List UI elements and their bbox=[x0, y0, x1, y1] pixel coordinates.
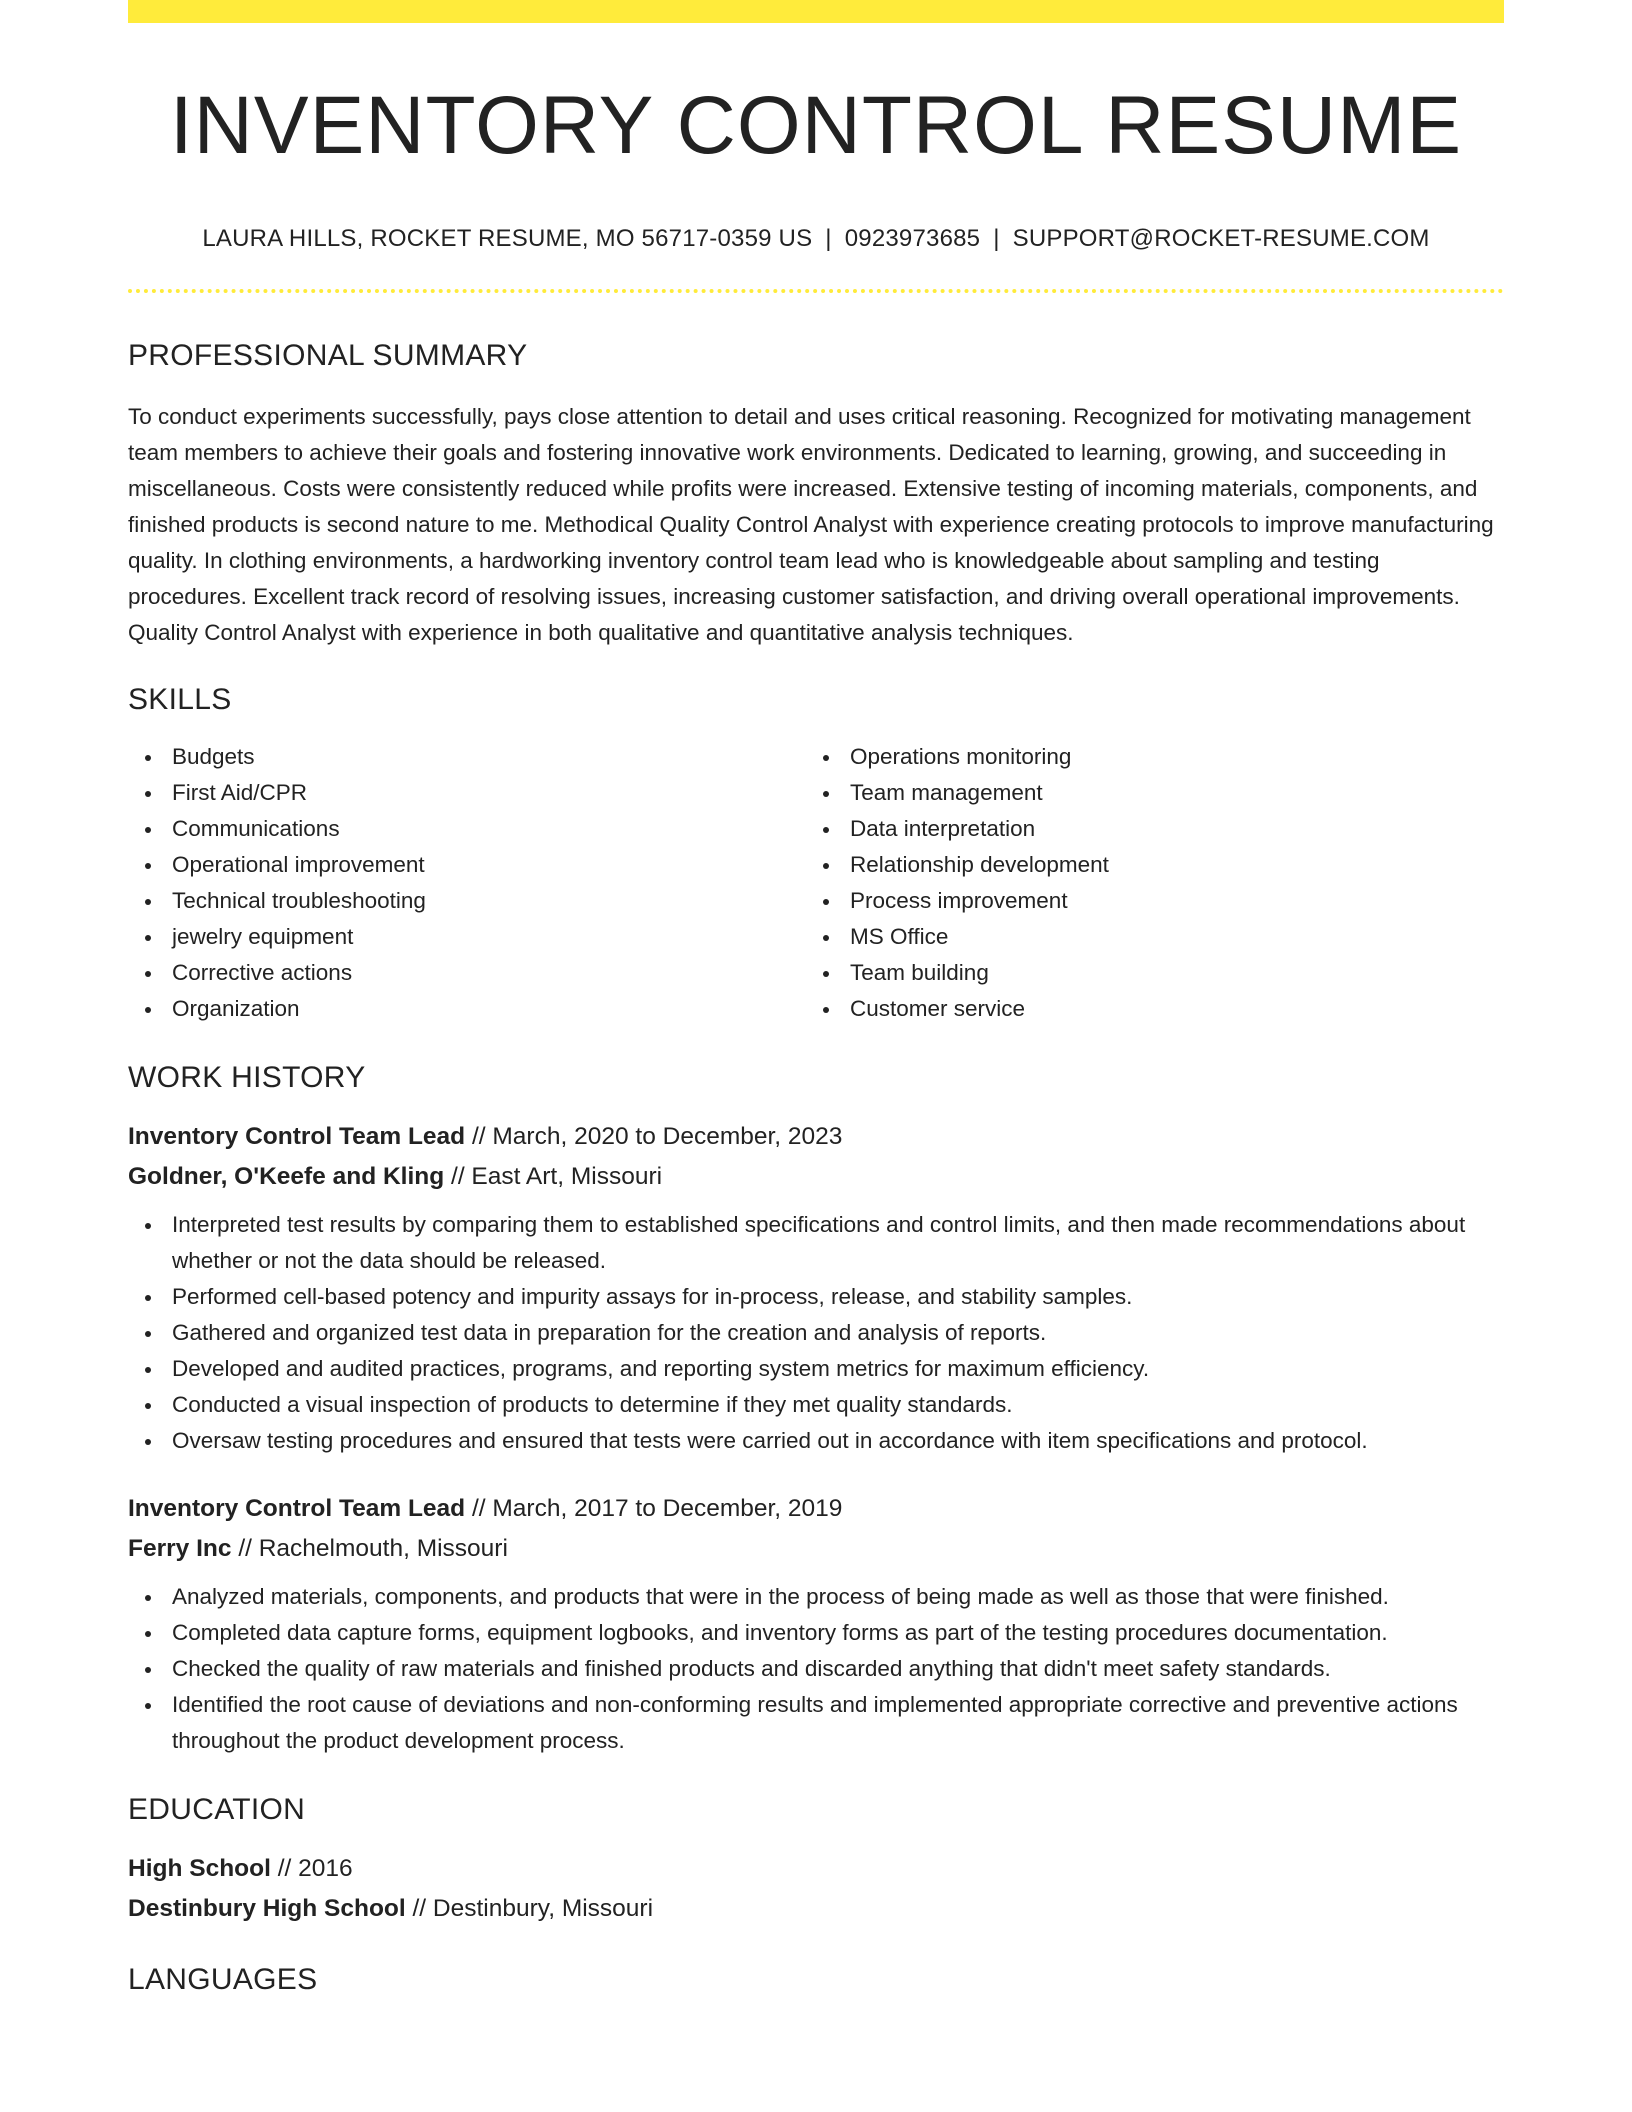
skill-item: jewelry equipment bbox=[128, 919, 806, 955]
section-heading-work-history: WORK HISTORY bbox=[128, 1061, 366, 1094]
skills-column-left bbox=[128, 739, 806, 1027]
contact-separator: | bbox=[825, 225, 832, 252]
duty-item: Developed and audited practices, programs, and reporting system metrics for maximum efficiency. bbox=[128, 1351, 1504, 1387]
job-title: Inventory Control Team Lead bbox=[128, 1495, 466, 1522]
skill-item: Corrective actions bbox=[128, 955, 806, 991]
skills-column-right bbox=[806, 739, 1484, 1027]
education-entry bbox=[128, 1849, 1504, 1929]
skill-item: Operations monitoring bbox=[806, 739, 1484, 775]
job-dates: // March, 2017 to December, 2019 bbox=[471, 1495, 843, 1522]
job-entry bbox=[128, 1117, 1504, 1459]
accent-top-bar bbox=[128, 0, 1504, 23]
duty-item: Conducted a visual inspection of products to determine if they met quality standards. bbox=[128, 1387, 1504, 1423]
skill-item: Communications bbox=[128, 811, 806, 847]
duty-item: Checked the quality of raw materials and finished products and discarded anything that didn't meet safety standards. bbox=[128, 1651, 1504, 1687]
duty-item: Gathered and organized test data in preparation for the creation and analysis of reports. bbox=[128, 1315, 1504, 1351]
skill-item: Operational improvement bbox=[128, 847, 806, 883]
duty-item: Analyzed materials, components, and products that were in the process of being made as well as those that were finished. bbox=[128, 1579, 1504, 1615]
skill-item: Organization bbox=[128, 991, 806, 1027]
skill-item: Budgets bbox=[128, 739, 806, 775]
skill-item: Relationship development bbox=[806, 847, 1484, 883]
skill-item: Customer service bbox=[806, 991, 1484, 1027]
education-year: // 2016 bbox=[277, 1855, 353, 1882]
contact-address: LAURA HILLS, ROCKET RESUME, MO 56717-0359 US bbox=[202, 225, 813, 252]
section-heading-summary: PROFESSIONAL SUMMARY bbox=[128, 339, 528, 372]
resume-title: INVENTORY CONTROL RESUME bbox=[169, 80, 1463, 171]
section-heading-skills: SKILLS bbox=[128, 683, 232, 716]
section-heading-education: EDUCATION bbox=[128, 1793, 306, 1826]
skill-item: MS Office bbox=[806, 919, 1484, 955]
skill-item: Technical troubleshooting bbox=[128, 883, 806, 919]
job-location: // East Art, Missouri bbox=[451, 1163, 663, 1190]
job-company-line bbox=[128, 1529, 1504, 1569]
section-heading-languages: LANGUAGES bbox=[128, 1963, 318, 1996]
duty-item: Interpreted test results by comparing them to established specifications and control limits, and then made recommendations about whether or not the data should be released. bbox=[128, 1207, 1504, 1279]
skill-item: Process improvement bbox=[806, 883, 1484, 919]
education-degree: High School bbox=[128, 1855, 271, 1882]
summary-text: To conduct experiments successfully, pays close attention to detail and uses critical reasoning. Recognized for motivating management team members to achieve their goals and fostering innovative work environments. Dedicated to learning, growing, and succeeding in miscellaneous. Costs were consistently reduced while profits were increased. Extensive testing of incoming materials, components, and finished products is second nature to me. Methodical Quality Control Analyst with experience creating protocols to improve manufacturing quality. In clothing environments, a hardworking inventory control team lead who is knowledgeable about sampling and testing procedures. Excellent track record of resolving issues, increasing customer satisfaction, and driving overall operational improvements. Quality Control Analyst with experience in both qualitative and quantitative analysis techniques. bbox=[128, 404, 1494, 645]
job-company: Goldner, O'Keefe and Kling bbox=[128, 1163, 445, 1190]
duty-item: Performed cell-based potency and impurity assays for in-process, release, and stability samples. bbox=[128, 1279, 1504, 1315]
skill-item: Team building bbox=[806, 955, 1484, 991]
job-dates: // March, 2020 to December, 2023 bbox=[471, 1123, 843, 1150]
job-title-line bbox=[128, 1117, 1504, 1157]
contact-line bbox=[128, 227, 1504, 251]
header-divider bbox=[128, 289, 1504, 293]
job-title-line bbox=[128, 1489, 1504, 1529]
contact-separator: | bbox=[993, 225, 1000, 252]
duty-item: Completed data capture forms, equipment logbooks, and inventory forms as part of the testing procedures documentation. bbox=[128, 1615, 1504, 1651]
job-company: Ferry Inc bbox=[128, 1535, 232, 1562]
skill-item: Team management bbox=[806, 775, 1484, 811]
education-school-line bbox=[128, 1889, 1504, 1929]
job-duties bbox=[128, 1207, 1504, 1459]
skills-list bbox=[128, 739, 1504, 1027]
duty-item: Oversaw testing procedures and ensured that tests were carried out in accordance with item specifications and protocol. bbox=[128, 1423, 1504, 1459]
education-location: // Destinbury, Missouri bbox=[412, 1895, 654, 1922]
job-entry bbox=[128, 1489, 1504, 1759]
contact-phone: 0923973685 bbox=[844, 225, 981, 252]
contact-email[interactable]: SUPPORT@ROCKET-RESUME.COM bbox=[1012, 225, 1430, 252]
education-degree-line bbox=[128, 1849, 1504, 1889]
job-company-line bbox=[128, 1157, 1504, 1197]
job-location: // Rachelmouth, Missouri bbox=[238, 1535, 508, 1562]
skill-item: Data interpretation bbox=[806, 811, 1484, 847]
job-title: Inventory Control Team Lead bbox=[128, 1123, 466, 1150]
education-school: Destinbury High School bbox=[128, 1895, 406, 1922]
duty-item: Identified the root cause of deviations and non-conforming results and implemented appropriate corrective and preventive actions throughout the product development process. bbox=[128, 1687, 1504, 1759]
job-duties bbox=[128, 1579, 1504, 1759]
skill-item: First Aid/CPR bbox=[128, 775, 806, 811]
resume-page bbox=[128, 0, 1504, 1995]
